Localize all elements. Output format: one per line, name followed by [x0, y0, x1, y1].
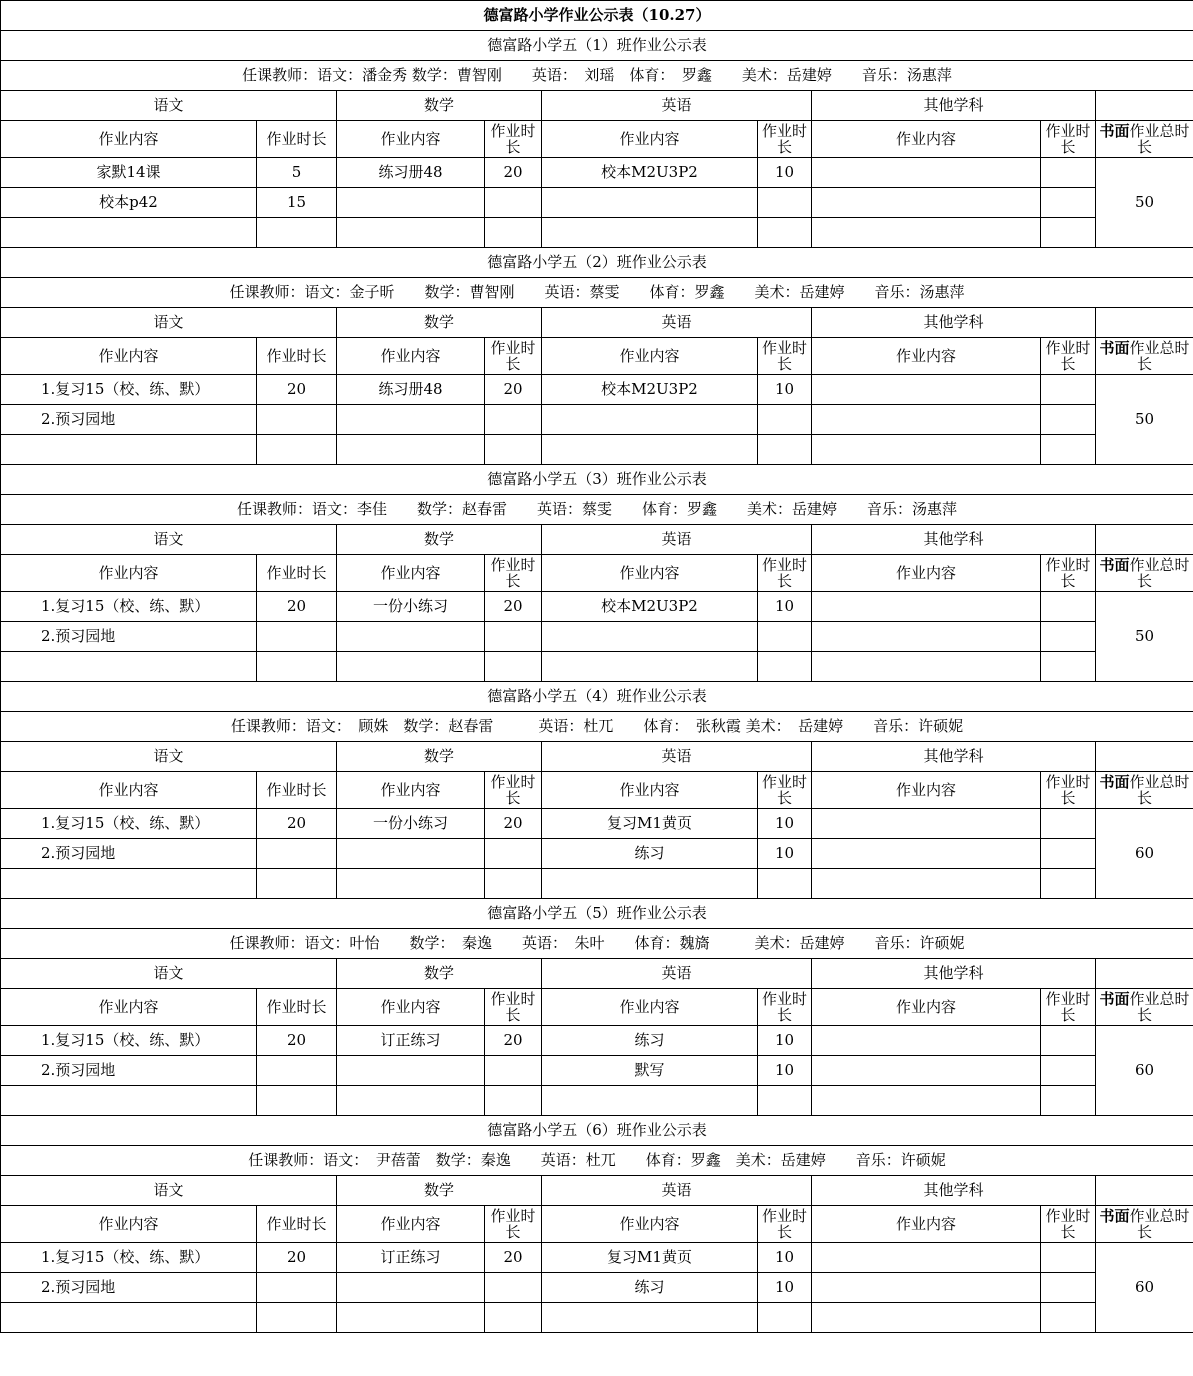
english-time: 10	[758, 839, 812, 869]
chinese-time	[257, 622, 337, 652]
chinese-content: 1.复习15（校、练、默）	[1, 809, 257, 839]
chinese-content: 1.复习15（校、练、默）	[1, 1026, 257, 1056]
english-content	[542, 435, 758, 465]
header-total-rest: 作业总时长	[1129, 122, 1190, 156]
math-content	[337, 1273, 485, 1303]
math-content: 订正练习	[337, 1026, 485, 1056]
teacher-list: 任课教师：语文：叶怡 数学： 秦逸 英语： 朱叶 体育：魏旖 美术：岳建婷 音乐：许硕妮	[1, 929, 1193, 959]
english-time	[758, 188, 812, 218]
header-duration: 作业时长	[485, 338, 542, 375]
class-title: 德富路小学五（2）班作业公示表	[1, 248, 1193, 278]
other-time	[1041, 218, 1096, 248]
other-content	[812, 1273, 1041, 1303]
class-title: 德富路小学五（6）班作业公示表	[1, 1116, 1193, 1146]
chinese-time	[257, 1303, 337, 1333]
subject-math: 数学	[337, 959, 542, 989]
header-content: 作业内容	[337, 772, 485, 809]
subject-math: 数学	[337, 525, 542, 555]
math-time: 20	[485, 1243, 542, 1273]
other-time	[1041, 839, 1096, 869]
chinese-time	[257, 1086, 337, 1116]
english-time: 10	[758, 1243, 812, 1273]
subject-english: 英语	[542, 742, 812, 772]
other-content	[812, 1026, 1041, 1056]
chinese-content	[1, 1086, 257, 1116]
chinese-time	[257, 652, 337, 682]
teacher-list: 任课教师：语文： 尹蓓蕾 数学：秦逸 英语：杜兀 体育：罗鑫 美术：岳建婷 音乐：许硕妮	[1, 1146, 1193, 1176]
chinese-time: 20	[257, 592, 337, 622]
subject-math: 数学	[337, 91, 542, 121]
math-time	[485, 869, 542, 899]
math-content	[337, 652, 485, 682]
english-time: 10	[758, 1026, 812, 1056]
subject-other: 其他学科	[812, 1176, 1096, 1206]
blank-cell	[1096, 742, 1193, 772]
chinese-content: 家默14课	[1, 158, 257, 188]
header-total	[1096, 989, 1193, 1026]
math-content	[337, 1303, 485, 1333]
math-time	[485, 1086, 542, 1116]
chinese-content: 1.复习15（校、练、默）	[1, 375, 257, 405]
header-content: 作业内容	[337, 338, 485, 375]
header-duration: 作业时长	[485, 1206, 542, 1243]
subject-math: 数学	[337, 742, 542, 772]
header-content: 作业内容	[542, 989, 758, 1026]
header-duration: 作业时长	[485, 989, 542, 1026]
blank-cell	[1096, 525, 1193, 555]
english-time	[758, 405, 812, 435]
math-content	[337, 622, 485, 652]
chinese-content	[1, 652, 257, 682]
header-duration: 作业时长	[257, 121, 337, 158]
other-content	[812, 652, 1041, 682]
header-duration: 作业时长	[257, 338, 337, 375]
math-time: 20	[485, 592, 542, 622]
english-content	[542, 218, 758, 248]
header-content: 作业内容	[542, 121, 758, 158]
subject-chinese: 语文	[1, 959, 337, 989]
math-content	[337, 839, 485, 869]
chinese-time	[257, 435, 337, 465]
other-content	[812, 839, 1041, 869]
header-content: 作业内容	[812, 1206, 1041, 1243]
header-content: 作业内容	[337, 1206, 485, 1243]
header-content: 作业内容	[1, 121, 257, 158]
math-content	[337, 1056, 485, 1086]
header-duration: 作业时长	[758, 555, 812, 592]
other-content	[812, 622, 1041, 652]
teacher-list: 任课教师：语文：李佳 数学：赵春雷 英语：蔡雯 体育：罗鑫 美术：岳建婷 音乐：汤惠萍	[1, 495, 1193, 525]
total-duration: 50	[1096, 592, 1193, 682]
other-content	[812, 1056, 1041, 1086]
other-content	[812, 188, 1041, 218]
math-content	[337, 405, 485, 435]
english-time	[758, 869, 812, 899]
english-time: 10	[758, 809, 812, 839]
header-content: 作业内容	[542, 772, 758, 809]
other-content	[812, 1086, 1041, 1116]
english-time: 10	[758, 1273, 812, 1303]
english-time: 10	[758, 158, 812, 188]
header-total	[1096, 772, 1193, 809]
subject-chinese: 语文	[1, 1176, 337, 1206]
chinese-content	[1, 218, 257, 248]
math-content: 一份小练习	[337, 809, 485, 839]
header-content: 作业内容	[812, 555, 1041, 592]
math-content: 订正练习	[337, 1243, 485, 1273]
header-total-rest: 作业总时长	[1129, 556, 1190, 590]
chinese-time	[257, 405, 337, 435]
other-content	[812, 405, 1041, 435]
math-time: 20	[485, 1026, 542, 1056]
english-content	[542, 652, 758, 682]
header-duration: 作业时长	[257, 772, 337, 809]
math-time	[485, 218, 542, 248]
header-duration: 作业时长	[1041, 989, 1096, 1026]
other-time	[1041, 188, 1096, 218]
math-time	[485, 1056, 542, 1086]
header-duration: 作业时长	[758, 989, 812, 1026]
header-content: 作业内容	[1, 338, 257, 375]
english-content	[542, 869, 758, 899]
header-content: 作业内容	[1, 772, 257, 809]
header-duration: 作业时长	[1041, 121, 1096, 158]
header-total	[1096, 1206, 1193, 1243]
page-title: 德富路小学作业公示表（10.27）	[1, 1, 1193, 31]
english-content: 校本M2U3P2	[542, 375, 758, 405]
header-duration: 作业时长	[758, 121, 812, 158]
header-duration: 作业时长	[485, 555, 542, 592]
header-content: 作业内容	[542, 338, 758, 375]
total-duration: 60	[1096, 809, 1193, 899]
header-content: 作业内容	[1, 989, 257, 1026]
chinese-time: 5	[257, 158, 337, 188]
english-time: 10	[758, 592, 812, 622]
other-content	[812, 1303, 1041, 1333]
english-time	[758, 622, 812, 652]
other-time	[1041, 652, 1096, 682]
math-time	[485, 405, 542, 435]
chinese-content	[1, 435, 257, 465]
subject-chinese: 语文	[1, 308, 337, 338]
subject-chinese: 语文	[1, 525, 337, 555]
english-content: 复习M1黄页	[542, 1243, 758, 1273]
subject-other: 其他学科	[812, 308, 1096, 338]
subject-other: 其他学科	[812, 959, 1096, 989]
other-time	[1041, 1303, 1096, 1333]
subject-math: 数学	[337, 308, 542, 338]
header-total-bold: 书面	[1099, 990, 1130, 1008]
header-duration: 作业时长	[257, 989, 337, 1026]
english-content: 校本M2U3P2	[542, 592, 758, 622]
header-total-bold: 书面	[1099, 122, 1130, 140]
blank-cell	[1096, 1176, 1193, 1206]
english-time: 10	[758, 1056, 812, 1086]
subject-chinese: 语文	[1, 742, 337, 772]
english-time	[758, 435, 812, 465]
header-total-rest: 作业总时长	[1129, 990, 1190, 1024]
other-time	[1041, 622, 1096, 652]
math-time	[485, 839, 542, 869]
math-content: 练习册48	[337, 158, 485, 188]
subject-chinese: 语文	[1, 91, 337, 121]
header-duration: 作业时长	[758, 338, 812, 375]
chinese-content: 1.复习15（校、练、默）	[1, 1243, 257, 1273]
english-content: 校本M2U3P2	[542, 158, 758, 188]
english-content: 练习	[542, 1273, 758, 1303]
chinese-time	[257, 839, 337, 869]
english-content	[542, 1303, 758, 1333]
other-content	[812, 869, 1041, 899]
math-content	[337, 1086, 485, 1116]
subject-other: 其他学科	[812, 742, 1096, 772]
class-title: 德富路小学五（5）班作业公示表	[1, 899, 1193, 929]
header-content: 作业内容	[337, 555, 485, 592]
other-time	[1041, 809, 1096, 839]
header-duration: 作业时长	[1041, 772, 1096, 809]
other-time	[1041, 405, 1096, 435]
header-total-rest: 作业总时长	[1129, 339, 1190, 373]
chinese-content	[1, 869, 257, 899]
header-duration: 作业时长	[1041, 338, 1096, 375]
total-duration: 50	[1096, 158, 1193, 248]
header-content: 作业内容	[812, 772, 1041, 809]
chinese-content: 2.预习园地	[1, 405, 257, 435]
math-time	[485, 435, 542, 465]
blank-cell	[1096, 959, 1193, 989]
english-content: 复习M1黄页	[542, 809, 758, 839]
chinese-time: 20	[257, 375, 337, 405]
math-content	[337, 435, 485, 465]
chinese-content	[1, 1303, 257, 1333]
teacher-list: 任课教师：语文：金子昕 数学：曹智刚 英语：蔡雯 体育：罗鑫 美术：岳建婷 音乐：汤惠萍	[1, 278, 1193, 308]
other-content	[812, 375, 1041, 405]
total-duration: 60	[1096, 1026, 1193, 1116]
other-content	[812, 592, 1041, 622]
header-total-rest: 作业总时长	[1129, 1207, 1190, 1241]
english-content	[542, 622, 758, 652]
other-time	[1041, 1243, 1096, 1273]
header-content: 作业内容	[542, 555, 758, 592]
math-content: 一份小练习	[337, 592, 485, 622]
header-content: 作业内容	[812, 989, 1041, 1026]
other-content	[812, 435, 1041, 465]
subject-english: 英语	[542, 1176, 812, 1206]
header-content: 作业内容	[812, 121, 1041, 158]
english-time	[758, 218, 812, 248]
other-content	[812, 218, 1041, 248]
header-duration: 作业时长	[485, 772, 542, 809]
math-content	[337, 188, 485, 218]
header-total-bold: 书面	[1099, 339, 1130, 357]
chinese-content: 1.复习15（校、练、默）	[1, 592, 257, 622]
other-time	[1041, 375, 1096, 405]
math-time	[485, 1303, 542, 1333]
subject-math: 数学	[337, 1176, 542, 1206]
english-content	[542, 405, 758, 435]
header-duration: 作业时长	[758, 772, 812, 809]
blank-cell	[1096, 308, 1193, 338]
header-duration: 作业时长	[257, 555, 337, 592]
english-time: 10	[758, 375, 812, 405]
chinese-time	[257, 1056, 337, 1086]
header-duration: 作业时长	[758, 1206, 812, 1243]
english-time	[758, 1086, 812, 1116]
math-content	[337, 869, 485, 899]
other-time	[1041, 1056, 1096, 1086]
math-time: 20	[485, 158, 542, 188]
chinese-content: 2.预习园地	[1, 1273, 257, 1303]
header-content: 作业内容	[337, 121, 485, 158]
chinese-time: 20	[257, 1243, 337, 1273]
blank-cell	[1096, 91, 1193, 121]
math-time	[485, 622, 542, 652]
english-content: 默写	[542, 1056, 758, 1086]
other-time	[1041, 1086, 1096, 1116]
chinese-time	[257, 218, 337, 248]
header-total	[1096, 121, 1193, 158]
header-duration: 作业时长	[1041, 555, 1096, 592]
header-content: 作业内容	[1, 1206, 257, 1243]
header-total-bold: 书面	[1099, 556, 1130, 574]
math-content	[337, 218, 485, 248]
chinese-content: 2.预习园地	[1, 839, 257, 869]
math-content: 练习册48	[337, 375, 485, 405]
teacher-list: 任课教师：语文： 顾姝 数学：赵春雷 英语：杜兀 体育： 张秋霞 美术： 岳建婷 音乐：许硕妮	[1, 712, 1193, 742]
total-duration: 50	[1096, 375, 1193, 465]
header-duration: 作业时长	[485, 121, 542, 158]
header-content: 作业内容	[812, 338, 1041, 375]
math-time: 20	[485, 809, 542, 839]
chinese-content: 2.预习园地	[1, 1056, 257, 1086]
math-time: 20	[485, 375, 542, 405]
other-time	[1041, 158, 1096, 188]
subject-english: 英语	[542, 525, 812, 555]
header-total	[1096, 338, 1193, 375]
english-content: 练习	[542, 839, 758, 869]
header-total	[1096, 555, 1193, 592]
header-total-bold: 书面	[1099, 1207, 1130, 1225]
chinese-time	[257, 869, 337, 899]
teacher-list: 任课教师：语文：潘金秀 数学：曹智刚 英语： 刘瑶 体育： 罗鑫 美术：岳建婷 音乐：汤惠萍	[1, 61, 1193, 91]
english-content	[542, 188, 758, 218]
english-time	[758, 652, 812, 682]
subject-english: 英语	[542, 308, 812, 338]
math-time	[485, 1273, 542, 1303]
subject-other: 其他学科	[812, 91, 1096, 121]
header-total-bold: 书面	[1099, 773, 1130, 791]
chinese-time: 20	[257, 809, 337, 839]
total-duration: 60	[1096, 1243, 1193, 1333]
chinese-time: 20	[257, 1026, 337, 1056]
header-duration: 作业时长	[1041, 1206, 1096, 1243]
math-time	[485, 652, 542, 682]
chinese-content: 校本p42	[1, 188, 257, 218]
subject-english: 英语	[542, 91, 812, 121]
english-content	[542, 1086, 758, 1116]
header-duration: 作业时长	[257, 1206, 337, 1243]
other-time	[1041, 1273, 1096, 1303]
other-time	[1041, 1026, 1096, 1056]
chinese-time: 15	[257, 188, 337, 218]
header-content: 作业内容	[337, 989, 485, 1026]
other-time	[1041, 592, 1096, 622]
class-title: 德富路小学五（4）班作业公示表	[1, 682, 1193, 712]
other-content	[812, 158, 1041, 188]
english-content: 练习	[542, 1026, 758, 1056]
header-content: 作业内容	[542, 1206, 758, 1243]
other-content	[812, 1243, 1041, 1273]
math-time	[485, 188, 542, 218]
header-content: 作业内容	[1, 555, 257, 592]
chinese-time	[257, 1273, 337, 1303]
other-time	[1041, 869, 1096, 899]
english-time	[758, 1303, 812, 1333]
class-title: 德富路小学五（1）班作业公示表	[1, 31, 1193, 61]
subject-other: 其他学科	[812, 525, 1096, 555]
class-title: 德富路小学五（3）班作业公示表	[1, 465, 1193, 495]
other-content	[812, 809, 1041, 839]
subject-english: 英语	[542, 959, 812, 989]
chinese-content: 2.预习园地	[1, 622, 257, 652]
header-total-rest: 作业总时长	[1129, 773, 1190, 807]
other-time	[1041, 435, 1096, 465]
